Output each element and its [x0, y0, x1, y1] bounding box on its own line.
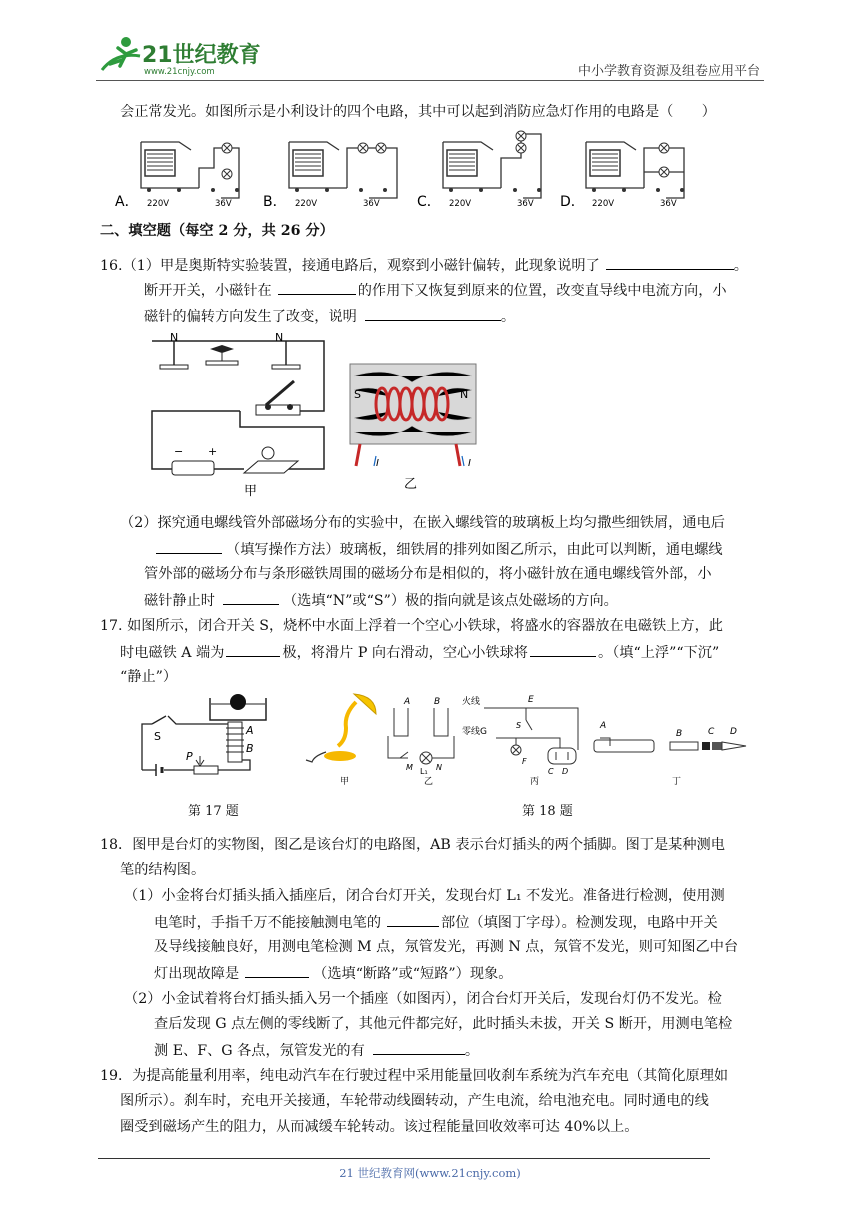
svg-text:甲: 甲	[340, 777, 350, 787]
answer-blank	[365, 305, 501, 321]
q18-part1-line4: 灯出现故障是 （选填“断路”或“短路”）现象。	[154, 962, 512, 985]
q18-figures	[300, 690, 760, 790]
q18-part2-line1: （2）小金试着将台灯插头插入另一个插座（如图丙），闭合台灯开关后，发现台灯仍不发光。检	[124, 991, 722, 1007]
svg-text:D: D	[562, 767, 569, 776]
svg-text:36V: 36V	[363, 199, 380, 209]
svg-text:N: N	[436, 763, 442, 772]
svg-text:220V: 220V	[449, 199, 472, 209]
answer-blank	[278, 279, 356, 295]
site-logo	[96, 32, 266, 78]
solenoid-iron-filings-figure	[348, 362, 480, 492]
q15-option-letter: D．	[560, 194, 585, 210]
svg-text:S: S	[516, 721, 522, 730]
q18-part2-line3: 测 E、F、G 各点，氖管发光的有 。	[154, 1039, 479, 1062]
svg-text:F: F	[522, 757, 527, 766]
footer-text: 21 世纪教育网(www.21cnjy.com)	[339, 1166, 521, 1180]
svg-text:丙: 丙	[530, 777, 540, 787]
svg-text:甲: 甲	[244, 484, 258, 499]
q15-option-d-circuit	[560, 142, 684, 210]
header-divider	[96, 80, 764, 81]
q16-part2-line3: 管外部的磁场分布与条形磁铁周围的磁场分布是相似的，将小磁针放在通电螺线管外部，小	[144, 566, 712, 582]
logo-text: 21世纪教育	[142, 43, 261, 68]
svg-text:I: I	[468, 458, 471, 469]
logo-url: www.21cnjy.com	[144, 67, 215, 77]
svg-text:−: −	[174, 445, 184, 458]
svg-text:B: B	[246, 742, 254, 755]
svg-text:S: S	[354, 388, 361, 401]
q19-line3: 圈受到磁场产生的阻力，从而减缓车轮转动。该过程能量回收效率可达 40%以上。	[120, 1119, 639, 1135]
svg-text:36V: 36V	[517, 199, 534, 209]
q16-line2: 断开开关，小磁针在 的作用下又恢复到原来的位置，改变直导线中电流方向，小	[144, 279, 727, 302]
q15-option-letter: A．	[115, 194, 139, 210]
answer-blank	[226, 641, 280, 657]
svg-text:D: D	[730, 727, 737, 737]
desk-lamp-figure	[306, 694, 376, 787]
svg-text:A: A	[404, 697, 411, 707]
q17-line2: 时电磁铁 A 端为 极，将滑片 P 向右滑动，空心小铁球将 。（填“上浮”“下沉”	[120, 641, 719, 664]
answer-blank	[373, 1039, 465, 1055]
svg-text:乙: 乙	[404, 477, 418, 492]
answer-blank	[606, 254, 734, 270]
q18-part1-line3: 及导线接触良好，用测电笔检测 M 点，氖管发光，再测 N 点，氖管不发光，则可知图乙中台	[154, 939, 739, 955]
q18-part1-line1: （1）小金将台灯插头插入插座后，闭合台灯开关，发现台灯 L₁ 不发光。准备进行检测，使用测	[124, 888, 725, 904]
answer-blank	[223, 589, 279, 605]
svg-text:M: M	[406, 763, 413, 772]
svg-text:丁: 丁	[672, 777, 682, 787]
q15-option-c-circuit	[417, 131, 541, 210]
q17-line3: “静止”）	[120, 669, 178, 685]
q15-options-figure	[115, 128, 735, 212]
q16-part2-line4: 磁针静止时 （选填“N”或“S”）极的指向就是该点处磁场的方向。	[144, 589, 618, 612]
svg-text:S: S	[154, 730, 161, 743]
answer-blank	[530, 641, 596, 657]
q17-line1: 17. 如图所示，闭合开关 S，烧杯中水面上浮着一个空心小铁球，将盛水的容器放在电磁铁上方，此	[100, 618, 723, 634]
header-platform-name: 中小学教育资源及组卷应用平台	[577, 64, 760, 79]
svg-text:L₁: L₁	[420, 767, 428, 776]
q19-line2: 图所示）。刹车时，充电开关接通，车轮带动线圈转动，产生电流，给电池充电。同时通电的线	[120, 1093, 709, 1109]
q16-line3: 磁针的偏转方向发生了改变，说明 。	[144, 305, 515, 328]
svg-text:C: C	[548, 767, 554, 776]
q15-option-b-circuit	[263, 142, 397, 210]
svg-text:火线: 火线	[462, 697, 481, 707]
svg-text:C: C	[708, 727, 715, 737]
svg-text:+: +	[208, 445, 218, 458]
socket-circuit-figure	[462, 695, 578, 787]
q15-option-letter: C．	[417, 194, 441, 210]
svg-text:36V: 36V	[215, 199, 232, 209]
q15-line: 会正常发光。如图所示是小利设计的四个电路，其中可以起到消防应急灯作用的电路是（ ）	[120, 104, 716, 120]
q15-option-a-circuit	[115, 142, 239, 210]
answer-blank	[245, 962, 309, 978]
svg-text:220V: 220V	[295, 199, 318, 209]
q18-line2: 笔的结构图。	[120, 862, 206, 878]
q16-part2-line2: （填写操作方法）玻璃板，细铁屑的排列如图乙所示，由此可以判断，通电螺线	[144, 538, 723, 561]
svg-text:P: P	[186, 750, 193, 763]
q16-line1: 16.（1）甲是奥斯特实验装置，接通电路后，观察到小磁针偏转，此现象说明了 。	[100, 254, 748, 277]
svg-text:零线G: 零线G	[462, 727, 487, 737]
svg-text:220V: 220V	[592, 199, 615, 209]
answer-blank	[156, 538, 222, 554]
svg-text:I: I	[376, 458, 379, 469]
answer-blank	[387, 911, 439, 927]
oersted-experiment-figure	[148, 333, 330, 501]
q18-part1-line2: 电笔时，手指千万不能接触测电笔的 部位（填图丁字母）。检测发现，电路中开关	[154, 911, 718, 934]
svg-text:B: B	[434, 697, 441, 707]
svg-text:E: E	[528, 695, 534, 705]
footer-divider	[98, 1158, 710, 1159]
svg-text:N: N	[170, 333, 179, 344]
section-title: 二、填空题（每空 2 分，共 26 分）	[100, 223, 334, 239]
lamp-circuit-figure	[388, 697, 454, 787]
svg-text:36V: 36V	[660, 199, 677, 209]
q18-line1: 18．图甲是台灯的实物图，图乙是该台灯的电路图，AB 表示台灯插头的两个插脚。图丁是某种测电	[100, 837, 725, 853]
svg-text:N: N	[460, 388, 469, 401]
svg-text:B: B	[676, 729, 683, 739]
q17-figure-caption: 第 17 题	[188, 804, 239, 819]
svg-text:N: N	[275, 333, 284, 344]
q16-part2-line1: （2）探究通电螺线管外部磁场分布的实验中，在嵌入螺线管的玻璃板上均匀撒些细铁屑，通电后	[120, 515, 725, 531]
svg-text:乙: 乙	[424, 777, 434, 787]
svg-text:A: A	[600, 721, 607, 731]
q18-figure-caption: 第 18 题	[522, 804, 573, 819]
q19-line1: 19．为提高能量利用率，纯电动汽车在行驶过程中采用能量回收刹车系统为汽车充电（其简化原理如	[100, 1068, 729, 1084]
q17-electromagnet-figure	[138, 690, 274, 782]
test-pen-figure	[594, 721, 746, 787]
svg-text:220V: 220V	[147, 199, 170, 209]
q18-part2-line2: 查后发现 G 点左侧的零线断了，其他元件都完好，此时插头未拔，开关 S 断开，用测电笔检	[154, 1016, 733, 1032]
q15-option-letter: B．	[263, 194, 287, 210]
svg-text:A: A	[246, 724, 254, 737]
